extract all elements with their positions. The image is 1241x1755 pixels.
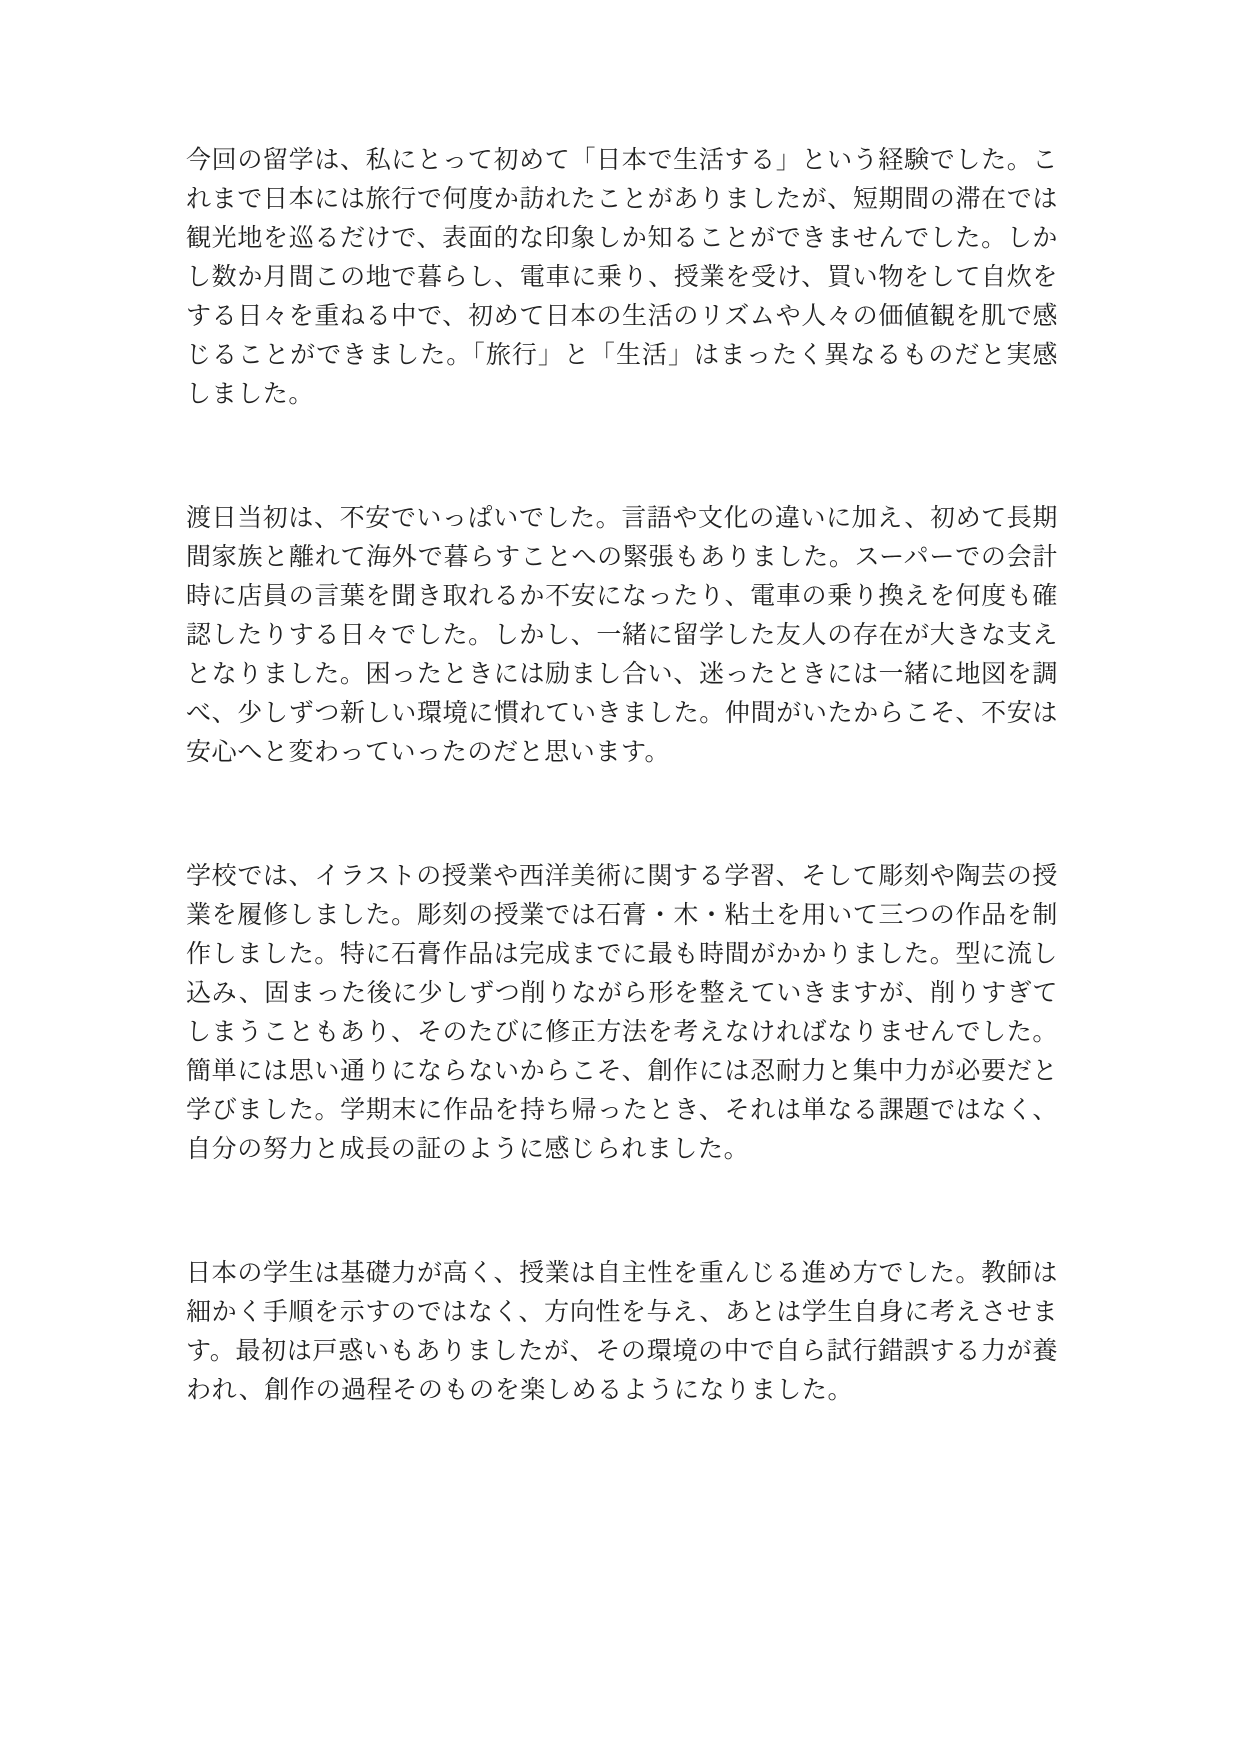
paragraph-school-courses: 学校では、イラストの授業や西洋美術に関する学習、そして彫刻や陶芸の授業を履修しました。彫刻の授業では石膏・木・粘土を用いて三つの作品を制作しました。特に石膏作品は完成までに最も時間がかかりました。型に流し込み、固まった後に少しずつ削りながら形を整えていきますが、削りすぎてしまうこともあり、そのたびに修正方法を考えなければなりませんでした。簡単には思い通りにならないからこそ、創作には忍耐力と集中力が必要だと学びました。学期末に作品を持ち帰ったとき、それは単なる課題ではなく、自分の努力と成長の証のように感じられました。: [186, 863, 1058, 1163]
paragraph-japanese-students: 日本の学生は基礎力が高く、授業は自主性を重んじる進め方でした。教師は細かく手順を示すのではなく、方向性を与え、あとは学生自身に考えさせます。最初は戸惑いもありましたが、その環境の中で自ら試行錯誤する力が養われ、創作の過程そのものを楽しめるようになりました。: [186, 1260, 1058, 1404]
paragraph-travel-vs-life: 今回の留学は、私にとって初めて「日本で生活する」という経験でした。これまで日本には旅行で何度か訪れたことがありましたが、短期間の滞在では観光地を巡るだけで、表面的な印象しか知ることができませんでした。しかし数か月間この地で暮らし、電車に乗り、授業を受け、買い物をして自炊をする日々を重ねる中で、初めて日本の生活のリズムや人々の価値観を肌で感じることができました。「旅行」と「生活」はまったく異なるものだと実感しました。: [186, 147, 1058, 408]
paragraph-initial-anxiety: 渡日当初は、不安でいっぱいでした。言語や文化の違いに加え、初めて長期間家族と離れて海外で暮らすことへの緊張もありました。スーパーでの会計時に店員の言葉を聞き取れるか不安になったり、電車の乗り換えを何度も確認したりする日々でした。しかし、一緒に留学した友人の存在が大きな支えとなりました。困ったときには励まし合い、迷ったときには一緒に地図を調べ、少しずつ新しい環境に慣れていきました。仲間がいたからこそ、不安は安心へと変わっていったのだと思います。: [186, 505, 1058, 766]
